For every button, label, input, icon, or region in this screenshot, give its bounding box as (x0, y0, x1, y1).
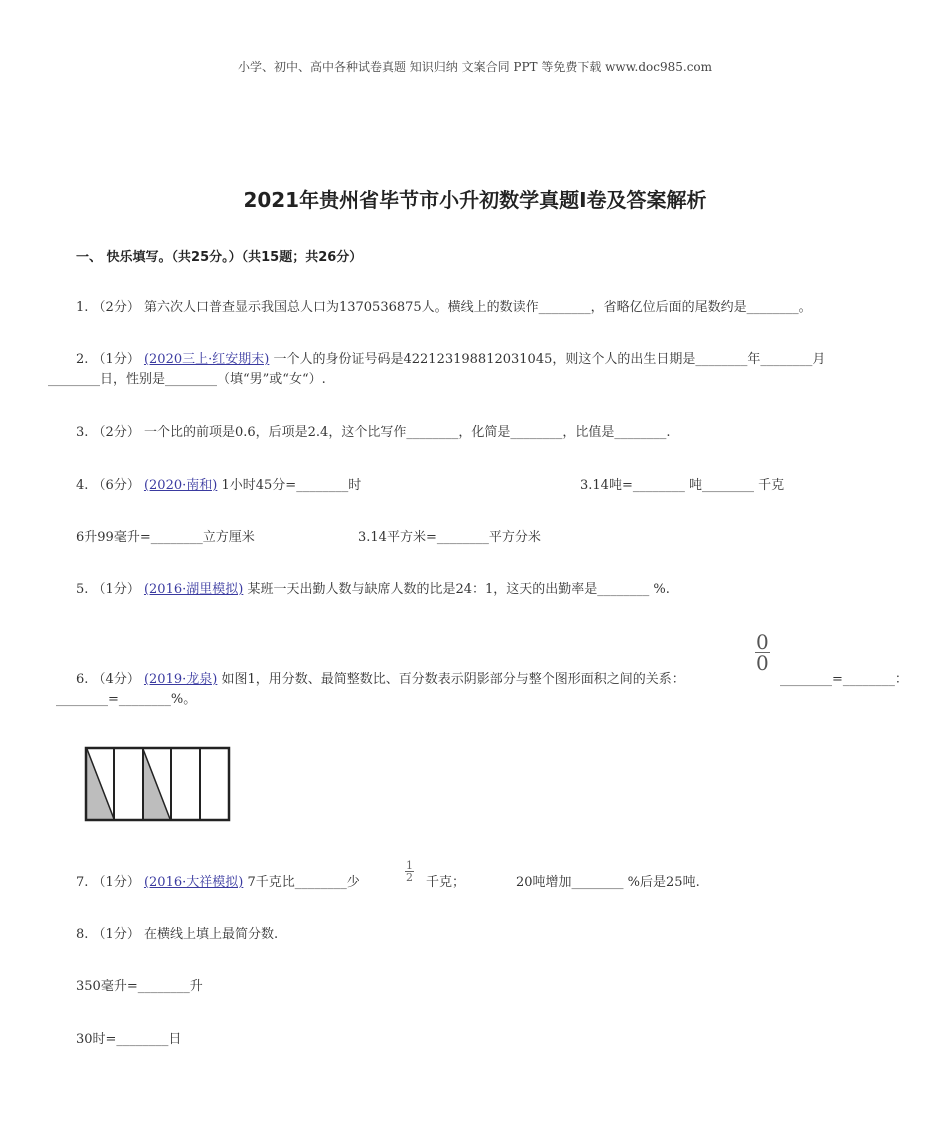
fraction-denominator: 0 (756, 651, 769, 675)
question-8 (76, 925, 278, 945)
source-link[interactable]: (2016·大祥模拟) (143, 875, 244, 890)
question-3 (76, 423, 670, 443)
question-4 (76, 476, 361, 496)
fraction-numerator: 1 (406, 859, 413, 872)
source-link[interactable]: (2020·南和) (143, 478, 218, 493)
question-text: 一个人的身份证号码是422123198812031045，则这个人的出生日期是________年________月 (273, 352, 826, 367)
question-4-part-c: 6升99毫升=________立方厘米 (76, 530, 255, 545)
question-2 (76, 350, 825, 370)
figure-1-shaded-rectangle (84, 746, 232, 822)
fraction-denominator: 2 (406, 871, 413, 884)
question-text: 1小时45分=________时 (221, 478, 362, 493)
question-score: （1分） (92, 875, 140, 890)
question-2-continuation: ________日，性别是________（填“男”或“女“）. (48, 372, 326, 387)
question-5 (76, 580, 670, 600)
question-1 (76, 298, 812, 318)
question-4-part-b: 3.14吨=________ 吨________ 千克 (580, 478, 785, 493)
fraction-placeholder (755, 632, 770, 673)
question-score: （2分） (92, 300, 140, 315)
question-score: （6分） (92, 478, 140, 493)
question-score: （1分） (92, 352, 140, 367)
question-6-tail: ________=________： (780, 672, 908, 687)
question-text: 一个比的前项是0.6，后项是2.4，这个比写作________，化简是________，比值是________. (143, 425, 671, 440)
question-score: （2分） (92, 425, 140, 440)
question-number: 4. (76, 478, 89, 493)
source-link[interactable]: (2019·龙泉) (143, 672, 218, 687)
fraction-numerator: 0 (756, 630, 769, 654)
question-6-continuation: ________=________%。 (56, 692, 197, 707)
question-number: 8. (76, 927, 89, 942)
question-score: （1分） (92, 927, 140, 942)
question-7-part-c: 20吨增加________ %后是25吨. (516, 875, 700, 890)
question-text: 某班一天出勤人数与缺席人数的比是24：1，这天的出勤率是________ %. (247, 582, 670, 597)
question-text: 如图1，用分数、最简整数比、百分数表示阴影部分与整个图形面积之间的关系： (221, 672, 685, 687)
question-7 (76, 873, 360, 893)
question-number: 2. (76, 352, 89, 367)
question-7-part-b: 千克； (426, 875, 466, 890)
question-number: 7. (76, 875, 89, 890)
page-title: 2021年贵州省毕节市小升初数学真题I卷及答案解析 (243, 188, 707, 212)
question-text: 在横线上填上最简分数. (143, 927, 279, 942)
source-link[interactable]: (2016·湖里模拟) (143, 582, 244, 597)
question-score: （4分） (92, 672, 140, 687)
page-header: 小学、初中、高中各种试卷真题 知识归纳 文案合同 PPT 等免费下载 www.doc985.com (237, 60, 713, 74)
question-number: 3. (76, 425, 89, 440)
question-8-line-2: 30时=________日 (76, 1032, 182, 1047)
question-4-part-d: 3.14平方米=________平方分米 (358, 530, 541, 545)
question-text: 7千克比________少 (247, 875, 360, 890)
question-8-line-1: 350毫升=________升 (76, 979, 203, 994)
source-link[interactable]: (2020三上·红安期末) (143, 352, 270, 367)
question-text: 第六次人口普查显示我国总人口为1370536875人。横线上的数读作________，省略亿位后面的尾数约是________。 (143, 300, 812, 315)
question-6 (76, 670, 685, 690)
section-heading: 一、 快乐填写。（共25分。）（共15题；共26分） (76, 250, 363, 265)
question-number: 5. (76, 582, 89, 597)
question-number: 1. (76, 300, 89, 315)
question-score: （1分） (92, 582, 140, 597)
question-number: 6. (76, 672, 89, 687)
fraction-one-half (405, 860, 414, 883)
